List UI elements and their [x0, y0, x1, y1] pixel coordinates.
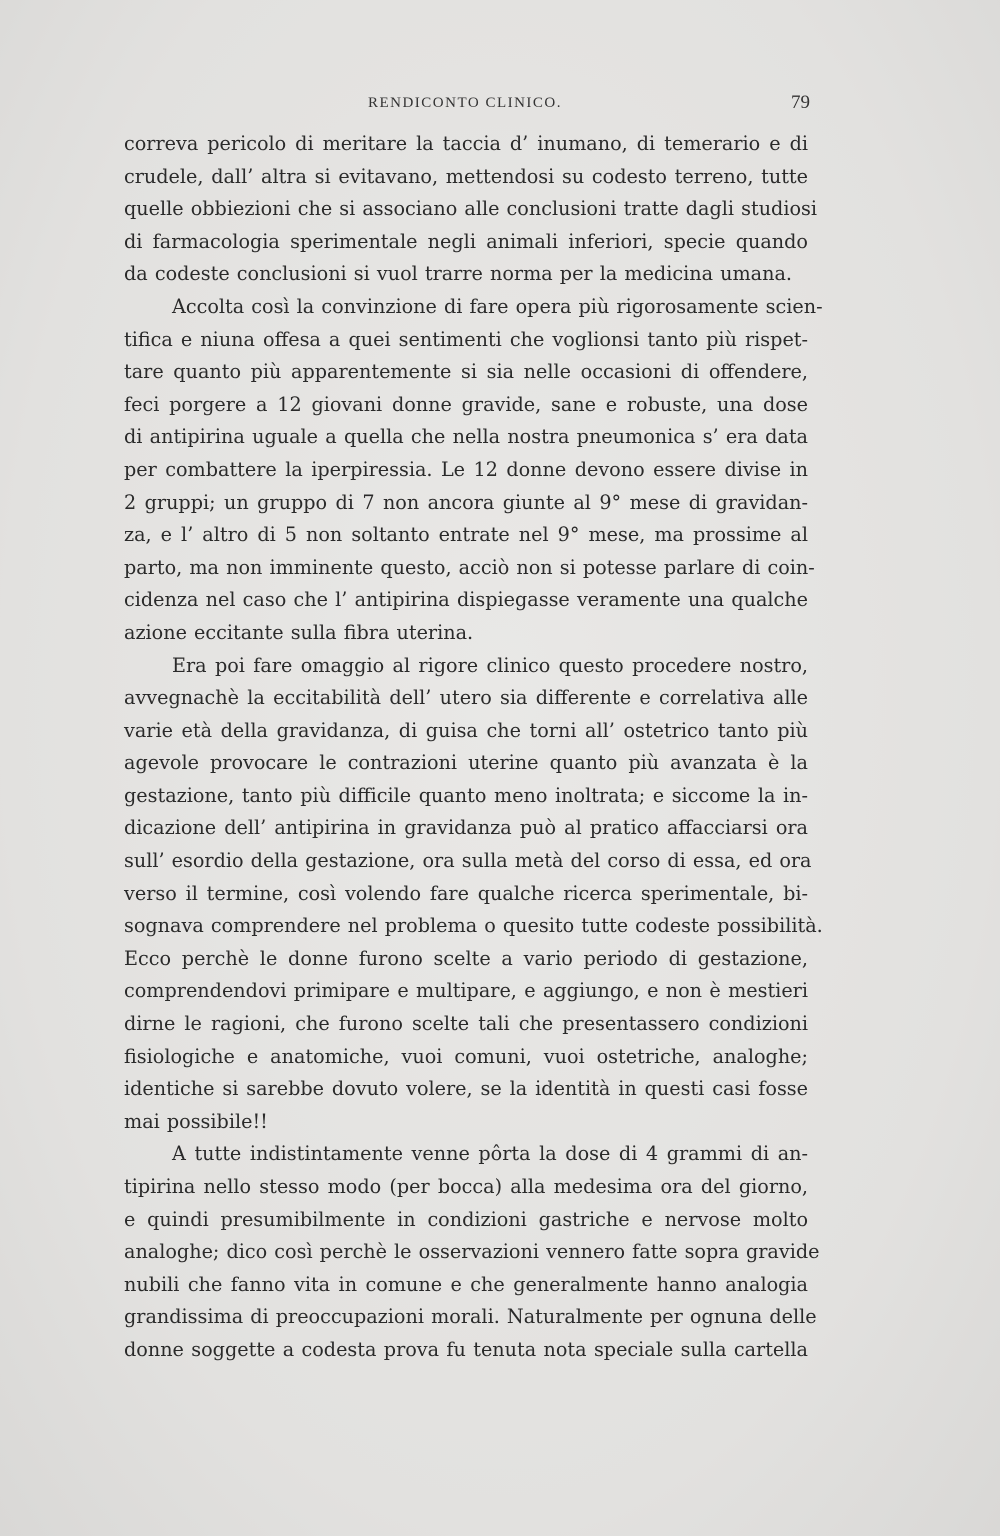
text-line: parto, ma non imminente questo, acciò non si potesse parlare di coin-: [124, 555, 815, 579]
text-line: sognava comprendere nel problema o quesito tutte codeste possibilità.: [124, 914, 823, 938]
text-line: agevole provocare le contrazioni uterine quanto più avanzata è la: [124, 751, 808, 775]
text-line: identiche si sarebbe dovuto volere, se la identità in questi casi fosse: [124, 1077, 808, 1101]
text-line: correva pericolo di meritare la taccia d’ inumano, di temerario e di: [124, 132, 808, 155]
text-line: varie età della gravidanza, di guisa che torni all’ ostetrico tanto più: [124, 718, 808, 742]
text-line: grandissima di preoccupazioni morali. Naturalmente per ognuna delle: [124, 1305, 817, 1329]
text-line: cidenza nel caso che l’ antipirina dispiegasse veramente una qualche: [124, 588, 808, 612]
text-line: donne soggette a codesta prova fu tenuta nota speciale sulla cartella: [124, 1337, 808, 1361]
text-line: nubili che fanno vita in comune e che generalmente hanno analogia: [124, 1272, 808, 1296]
text-line: Era poi fare omaggio al rigore clinico questo procedere nostro,: [172, 653, 808, 677]
text-line: za, e l’ altro di 5 non soltanto entrate nel 9° mese, ma prossime al: [124, 523, 808, 547]
text-line: verso il termine, così volendo fare qualche ricerca sperimentale, bi-: [124, 881, 808, 905]
text-line: feci porgere a 12 giovani donne gravide, sane e robuste, una dose: [124, 392, 808, 416]
text-line: e quindi presumibilmente in condizioni gastriche e nervose molto: [124, 1207, 808, 1231]
text-line: gestazione, tanto più difficile quanto meno inoltrata; e siccome la in-: [124, 783, 808, 807]
running-title: RENDICONTO CLINICO.: [367, 95, 563, 111]
text-line: sull’ esordio della gestazione, ora sulla metà del corso di essa, ed ora: [124, 849, 812, 873]
page-number: 79: [791, 92, 810, 113]
body-text: [124, 128, 823, 1367]
text-line: fisiologiche e anatomiche, vuoi comuni, vuoi ostetriche, analoghe;: [124, 1044, 808, 1068]
text-line: tifica e niuna offesa a quei sentimenti che voglionsi tanto più rispet-: [124, 327, 808, 351]
text-line: avvegnachè la eccitabilità dell’ utero sia differente e correlativa alle: [124, 686, 808, 710]
text-line: per combattere la iperpiressia. Le 12 donne devono essere divise in: [124, 457, 808, 481]
text-line: dicazione dell’ antipirina in gravidanza può al pratico affacciarsi ora: [124, 816, 808, 840]
text-line: A tutte indistintamente venne pôrta la dose di 4 grammi di an-: [172, 1142, 808, 1166]
text-line: Ecco perchè le donne furono scelte a vario periodo di gestazione,: [124, 946, 808, 970]
text-line: crudele, dall’ altra si evitavano, mettendosi su codesto terreno, tutte: [124, 164, 808, 188]
text-line: azione eccitante sulla fibra uterina.: [124, 620, 474, 644]
text-line: 2 gruppi; un gruppo di 7 non ancora giunte al 9° mese di gravidan-: [124, 490, 808, 514]
text-line: mai possibile!!: [124, 1109, 268, 1133]
text-line: tare quanto più apparentemente si sia nelle occasioni di offendere,: [124, 360, 808, 384]
running-head: [124, 92, 810, 116]
text-line: comprendendovi primipare e multipare, e aggiungo, e non è mestieri: [124, 979, 808, 1003]
text-line: quelle obbiezioni che si associano alle conclusioni tratte dagli studiosi: [124, 197, 818, 221]
text-line: dirne le ragioni, che furono scelte tali che presentassero condizioni: [124, 1012, 808, 1036]
text-line: di farmacologia sperimentale negli animali inferiori, specie quando: [124, 229, 808, 253]
text-line: di antipirina uguale a quella che nella nostra pneumonica s’ era data: [124, 425, 808, 449]
text-line: analoghe; dico così perchè le osservazioni vennero fatte sopra gravide: [124, 1240, 820, 1264]
text-line: tipirina nello stesso modo (per bocca) alla medesima ora del giorno,: [124, 1175, 808, 1198]
text-line: da codeste conclusioni si vuol trarre norma per la medicina umana.: [124, 262, 793, 286]
text-line: Accolta così la convinzione di fare opera più rigorosamente scien-: [172, 294, 823, 318]
